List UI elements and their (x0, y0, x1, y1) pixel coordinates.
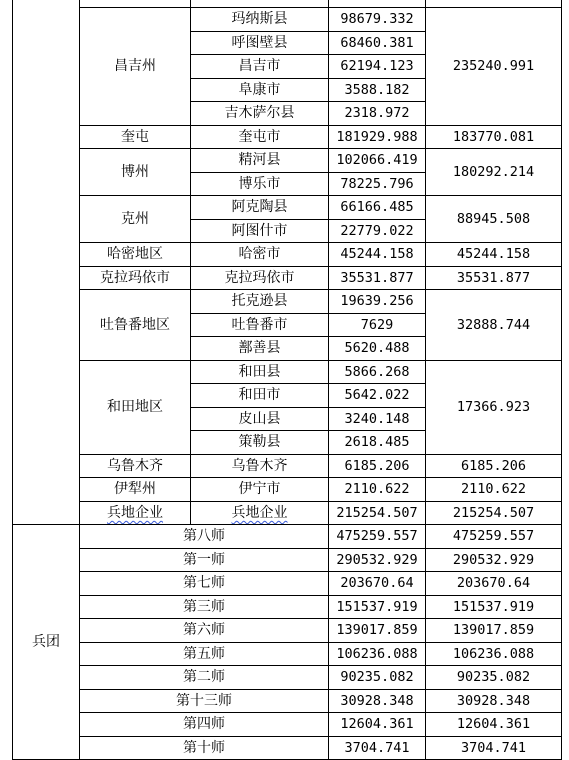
region-cell (80, 0, 191, 8)
value-cell: 2110.622 (329, 478, 426, 502)
value-cell: 12604.361 (329, 713, 426, 737)
county-cell: 克拉玛依市 (191, 266, 329, 290)
table-row (13, 266, 562, 290)
total-cell: 215254.507 (426, 501, 562, 525)
value-cell: 5866.268 (329, 360, 426, 384)
value-cell: 30928.348 (329, 689, 426, 713)
total-cell: 45244.158 (426, 243, 562, 267)
value-cell: 3588.182 (329, 78, 426, 102)
division-cell: 第四师 (80, 713, 329, 737)
total-cell: 475259.557 (426, 525, 562, 549)
table-row (13, 595, 562, 619)
division-cell: 第三师 (80, 595, 329, 619)
total-cell: 151537.919 (426, 595, 562, 619)
value-cell: 66166.485 (329, 196, 426, 220)
bingtuan-group-cell: 兵团 (13, 525, 80, 760)
table-row (13, 125, 562, 149)
table-row (13, 454, 562, 478)
county-cell (191, 0, 329, 8)
table-row (13, 548, 562, 572)
table-row (13, 619, 562, 643)
table-row (13, 243, 562, 267)
value-cell: 151537.919 (329, 595, 426, 619)
value-cell: 3240.148 (329, 407, 426, 431)
division-cell: 第十师 (80, 736, 329, 760)
table-row (13, 478, 562, 502)
county-cell: 伊宁市 (191, 478, 329, 502)
county-cell: 和田市 (191, 384, 329, 408)
value-cell: 62194.123 (329, 55, 426, 79)
value-cell: 68460.381 (329, 31, 426, 55)
table-row (13, 525, 562, 549)
county-cell: 鄯善县 (191, 337, 329, 361)
total-cell: 3704.741 (426, 736, 562, 760)
value-cell: 35531.877 (329, 266, 426, 290)
total-cell: 90235.082 (426, 666, 562, 690)
pollution-data-table (12, 0, 562, 760)
value-cell: 3704.741 (329, 736, 426, 760)
county-cell: 皮山县 (191, 407, 329, 431)
county-cell: 乌鲁木齐 (191, 454, 329, 478)
region-cell: 伊犁州 (80, 478, 191, 502)
region-cell: 奎屯 (80, 125, 191, 149)
value-cell: 7629 (329, 313, 426, 337)
table-row (13, 666, 562, 690)
county-cell: 策勒县 (191, 431, 329, 455)
table-row (13, 196, 562, 220)
division-cell: 第八师 (80, 525, 329, 549)
county-cell: 奎屯市 (191, 125, 329, 149)
value-cell: 203670.64 (329, 572, 426, 596)
xinjiang-group-cell (13, 0, 80, 525)
region-cell: 兵地企业 (80, 501, 191, 525)
value-cell: 78225.796 (329, 172, 426, 196)
total-cell: 30928.348 (426, 689, 562, 713)
value-cell: 19639.256 (329, 290, 426, 314)
table-row (13, 642, 562, 666)
county-cell: 吉木萨尔县 (191, 102, 329, 126)
total-cell: 12604.361 (426, 713, 562, 737)
division-cell: 第二师 (80, 666, 329, 690)
county-cell: 吐鲁番市 (191, 313, 329, 337)
value-cell: 6185.206 (329, 454, 426, 478)
table-row (13, 290, 562, 314)
division-cell: 第一师 (80, 548, 329, 572)
region-cell: 哈密地区 (80, 243, 191, 267)
division-cell: 第五师 (80, 642, 329, 666)
table-row (13, 713, 562, 737)
table-row (13, 8, 562, 32)
value-cell: 215254.507 (329, 501, 426, 525)
total-cell: 32888.744 (426, 290, 562, 361)
table-row (13, 149, 562, 173)
value-cell: 102066.419 (329, 149, 426, 173)
total-cell: 35531.877 (426, 266, 562, 290)
county-cell: 兵地企业 (191, 501, 329, 525)
division-cell: 第十三师 (80, 689, 329, 713)
total-cell: 180292.214 (426, 149, 562, 196)
county-cell: 和田县 (191, 360, 329, 384)
table-row (13, 360, 562, 384)
total-cell: 203670.64 (426, 572, 562, 596)
county-cell: 阿图什市 (191, 219, 329, 243)
total-cell: 6185.206 (426, 454, 562, 478)
county-cell: 阿克陶县 (191, 196, 329, 220)
table-row (13, 689, 562, 713)
county-cell: 博乐市 (191, 172, 329, 196)
county-cell: 昌吉市 (191, 55, 329, 79)
region-cell: 吐鲁番地区 (80, 290, 191, 361)
value-cell: 5620.488 (329, 337, 426, 361)
region-cell: 博州 (80, 149, 191, 196)
county-cell: 呼图壁县 (191, 31, 329, 55)
total-cell: 17366.923 (426, 360, 562, 454)
value-cell: 22779.022 (329, 219, 426, 243)
value-cell: 181929.988 (329, 125, 426, 149)
value-cell: 475259.557 (329, 525, 426, 549)
value-cell: 106236.088 (329, 642, 426, 666)
total-cell: 290532.929 (426, 548, 562, 572)
total-cell: 235240.991 (426, 8, 562, 126)
total-cell: 2110.622 (426, 478, 562, 502)
region-cell: 和田地区 (80, 360, 191, 454)
value-cell: 2318.972 (329, 102, 426, 126)
value-cell: 5642.022 (329, 384, 426, 408)
division-cell: 第七师 (80, 572, 329, 596)
total-cell: 139017.859 (426, 619, 562, 643)
value-cell: 2618.485 (329, 431, 426, 455)
total-cell: 106236.088 (426, 642, 562, 666)
value-cell: 139017.859 (329, 619, 426, 643)
table-row (13, 572, 562, 596)
total-cell: 88945.508 (426, 196, 562, 243)
value-cell: 98679.332 (329, 8, 426, 32)
division-cell: 第六师 (80, 619, 329, 643)
region-cell: 乌鲁木齐 (80, 454, 191, 478)
total-cell: 183770.081 (426, 125, 562, 149)
table-row (13, 0, 562, 8)
county-cell: 托克逊县 (191, 290, 329, 314)
value-cell: 290532.929 (329, 548, 426, 572)
region-cell: 克拉玛依市 (80, 266, 191, 290)
county-cell: 哈密市 (191, 243, 329, 267)
county-cell: 精河县 (191, 149, 329, 173)
region-cell: 昌吉州 (80, 8, 191, 126)
table-row (13, 501, 562, 525)
value-cell: 45244.158 (329, 243, 426, 267)
value-cell: 90235.082 (329, 666, 426, 690)
county-cell: 玛纳斯县 (191, 8, 329, 32)
value-cell (329, 0, 426, 8)
total-cell (426, 0, 562, 8)
county-cell: 阜康市 (191, 78, 329, 102)
region-cell: 克州 (80, 196, 191, 243)
